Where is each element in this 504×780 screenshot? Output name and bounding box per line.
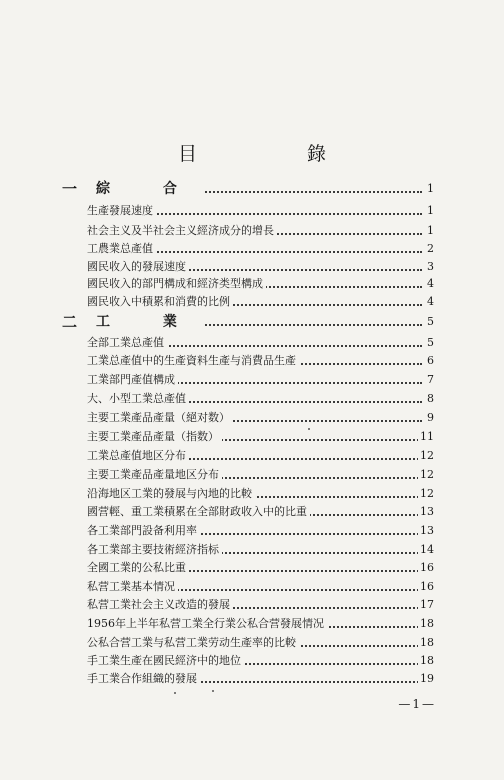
- toc-entry[interactable]: [0, 578, 504, 596]
- toc-entry[interactable]: [0, 293, 504, 311]
- entry-title: 私营工業基本情况: [87, 578, 178, 596]
- entry-title: 各工業部門設备利用率: [87, 522, 200, 540]
- entry-title: 工農業总產值: [87, 240, 156, 258]
- entry-title: 社会主义及半社会主义經济成分的增長: [87, 222, 277, 240]
- entry-title: 國民收入的發展速度: [87, 258, 189, 276]
- toc-entry[interactable]: [0, 559, 504, 577]
- entry-title: 生產發展速度: [87, 202, 156, 220]
- toc-entry[interactable]: [0, 258, 504, 276]
- page-number: 4: [425, 275, 434, 293]
- entry-title: 工業总產值地区分布: [87, 447, 189, 465]
- scan-speck: [212, 690, 214, 692]
- page-number: 3: [425, 258, 434, 276]
- page-number: 1: [425, 180, 434, 198]
- page-number: 19: [418, 670, 434, 688]
- toc-entry[interactable]: [0, 447, 504, 465]
- page-number: 1: [425, 222, 434, 240]
- scan-speck: [308, 428, 310, 430]
- toc-entry[interactable]: [0, 409, 504, 427]
- page-number: 1: [425, 202, 434, 220]
- scan-speck: [174, 692, 176, 694]
- page-number: 12: [418, 485, 434, 503]
- entry-title: 主要工業產品產量（絕对数）: [87, 409, 233, 427]
- toc-entry[interactable]: [0, 615, 504, 633]
- page-number: 12: [418, 447, 434, 465]
- page-number: 9: [425, 409, 434, 427]
- page-title: 目 錄: [177, 143, 379, 165]
- toc-entry[interactable]: [0, 485, 504, 503]
- entry-title: 私营工業社会主义改造的發展: [87, 596, 233, 614]
- entry-title: 全部工業总產值: [87, 334, 167, 352]
- toc-entry[interactable]: [0, 352, 504, 370]
- section-number: 二: [62, 313, 78, 331]
- page-number: 5: [425, 334, 434, 352]
- page-number: 7: [425, 371, 434, 389]
- page-number: 5: [425, 313, 434, 331]
- entry-title: 工業部門產值構成: [87, 371, 178, 389]
- page-number: 18: [418, 615, 434, 633]
- entry-title: 1956年上半年私营工業全行業公私合营發展情况: [87, 615, 327, 633]
- section-heading-1[interactable]: [0, 180, 504, 198]
- page-number: 6: [425, 352, 434, 370]
- page-footer-number: —1—: [398, 697, 436, 711]
- entry-title: 工業总產值中的生產資料生產与消費品生產: [87, 352, 299, 370]
- entry-title: 大、小型工業总產值: [87, 390, 189, 408]
- page-number: 12: [418, 466, 434, 484]
- toc-entry[interactable]: [0, 390, 504, 408]
- page-number: 2: [425, 240, 434, 258]
- leader-dots: [110, 251, 422, 253]
- entry-title: 公私合营工業与私营工業劳动生產率的比較: [87, 634, 299, 652]
- section-heading-2[interactable]: [0, 313, 504, 331]
- entry-title: 全國工業的公私比重: [87, 559, 189, 577]
- page-number: 16: [418, 578, 434, 596]
- page-number: 18: [418, 652, 434, 670]
- section-number: 一: [62, 180, 78, 198]
- section-title: 工 業: [96, 312, 204, 332]
- entry-title: 國营輕、重工業積累在全部財政收入中的比重: [87, 503, 310, 521]
- page-number: 18: [418, 634, 434, 652]
- page-number: 16: [418, 559, 434, 577]
- entry-title: 主要工業產品產量（指数）: [87, 428, 222, 446]
- toc-entry[interactable]: [0, 275, 504, 293]
- toc-entry[interactable]: [0, 428, 504, 446]
- page-number: 11: [418, 428, 434, 446]
- section-title: 綜 合: [96, 179, 204, 199]
- toc-entry[interactable]: [0, 240, 504, 258]
- toc-entry[interactable]: [0, 596, 504, 614]
- toc-entry[interactable]: [0, 522, 504, 540]
- toc-entry[interactable]: [0, 334, 504, 352]
- toc-entry[interactable]: [0, 466, 504, 484]
- entry-title: 主要工業產品產量地区分布: [87, 466, 222, 484]
- page-number: 17: [418, 596, 434, 614]
- entry-title: 手工業生產在國民經济中的地位: [87, 652, 244, 670]
- toc-entry[interactable]: [0, 634, 504, 652]
- page-number: 13: [418, 522, 434, 540]
- entry-title: 各工業部主要技術經济指标: [87, 541, 222, 559]
- page-number: 13: [418, 503, 434, 521]
- page-number: 8: [425, 390, 434, 408]
- page-number: 4: [425, 293, 434, 311]
- entry-title: 國民收入中積累和消費的比例: [87, 293, 233, 311]
- toc-entry[interactable]: [0, 371, 504, 389]
- page-number: 14: [418, 541, 434, 559]
- leader-dots: [110, 213, 422, 215]
- toc-entry[interactable]: [0, 652, 504, 670]
- toc-entry[interactable]: [0, 202, 504, 220]
- entry-title: 沿海地区工業的發展与內地的比較: [87, 485, 255, 503]
- toc-entry[interactable]: [0, 670, 504, 688]
- toc-entry[interactable]: [0, 503, 504, 521]
- entry-title: 手工業合作組織的發展: [87, 670, 200, 688]
- toc-entry[interactable]: [0, 541, 504, 559]
- entry-title: 國民收入的部門構成和經济类型構成: [87, 275, 266, 293]
- toc-entry[interactable]: [0, 222, 504, 240]
